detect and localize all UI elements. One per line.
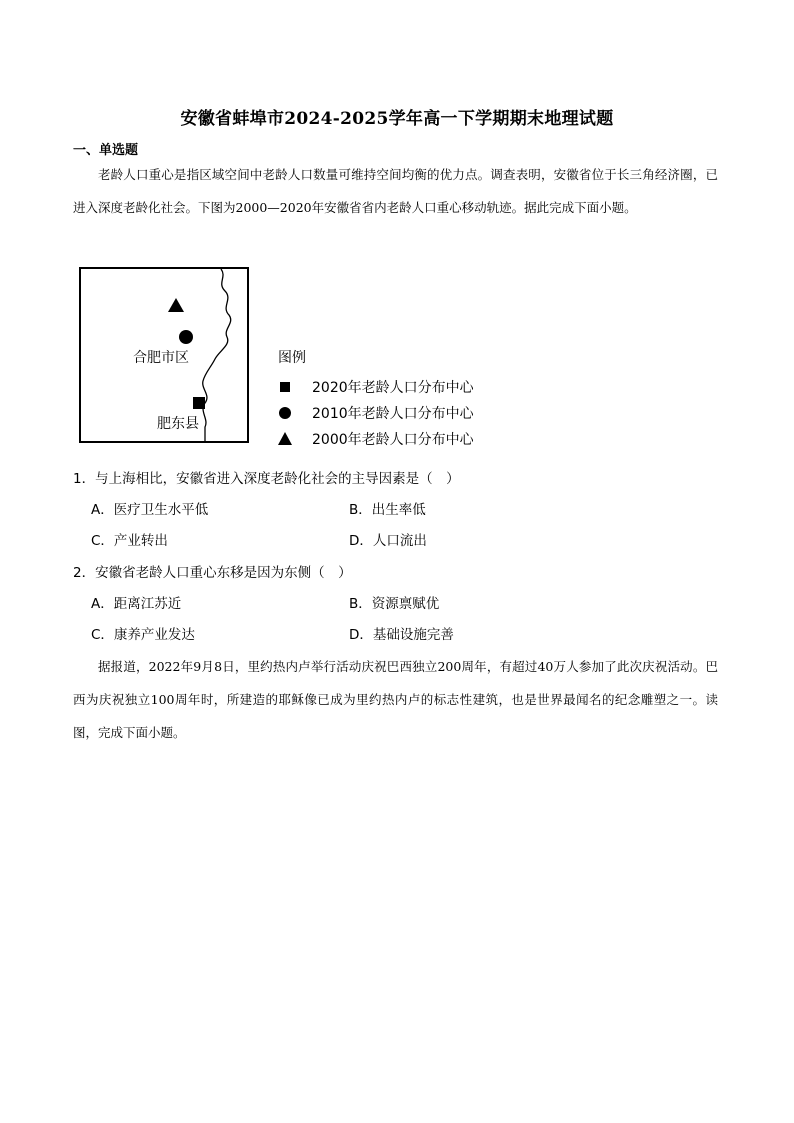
triangle-icon <box>278 432 292 446</box>
option-1b: B．出生率低 <box>349 502 426 518</box>
intro-paragraph-2: 据报道，2022年9月8日，里约热内卢举行活动庆祝巴西独立200周年，有超过40万人参加了此次庆祝活动。巴西为庆祝独立100周年时，所建造的耶稣像已成为里约热内卢的标志性建筑，也是世界最闻名的纪念雕塑之一。读图，完成下面小题。 <box>73 659 718 740</box>
option-1a: A．医疗卫生水平低 <box>91 502 209 518</box>
square-icon <box>193 397 205 409</box>
triangle-icon <box>168 298 184 312</box>
option-2d: D．基础设施完善 <box>349 627 454 643</box>
legend-title: 图例 <box>278 350 306 366</box>
circle-icon <box>278 406 292 420</box>
option-2a: A．距离江苏近 <box>91 596 182 612</box>
section-heading: 一、单选题 <box>73 143 139 158</box>
legend-label: 2010年老龄人口分布中心 <box>312 406 474 422</box>
county-label: 肥东县 <box>157 416 199 432</box>
option-1c: C．产业转出 <box>91 533 168 549</box>
boundary-line <box>203 269 231 441</box>
question-2: 2．安徽省老龄人口重心东移是因为东侧（ ） <box>73 565 352 581</box>
legend-label: 2020年老龄人口分布中心 <box>312 380 474 396</box>
legend-label: 2000年老龄人口分布中心 <box>312 432 474 448</box>
option-1d: D．人口流出 <box>349 533 427 549</box>
city-label: 合肥市区 <box>133 350 189 366</box>
circle-icon <box>179 330 193 344</box>
page-title: 安徽省蚌埠市2024-2025学年高一下学期期末地理试题 <box>180 109 614 129</box>
option-2b: B．资源禀赋优 <box>349 596 440 612</box>
question-1: 1．与上海相比，安徽省进入深度老龄化社会的主导因素是（ ） <box>73 471 460 487</box>
square-icon <box>278 380 292 394</box>
intro-paragraph-1: 老龄人口重心是指区域空间中老龄人口数量可维持空间均衡的优力点。调查表明，安徽省位于长三角经济圈，已进入深度老龄化社会。下图为2000—2020年安徽省省内老龄人口重心移动轨迹。据此完成下面小题。 <box>73 167 718 215</box>
option-2c: C．康养产业发达 <box>91 627 195 643</box>
map-figure <box>79 267 249 443</box>
